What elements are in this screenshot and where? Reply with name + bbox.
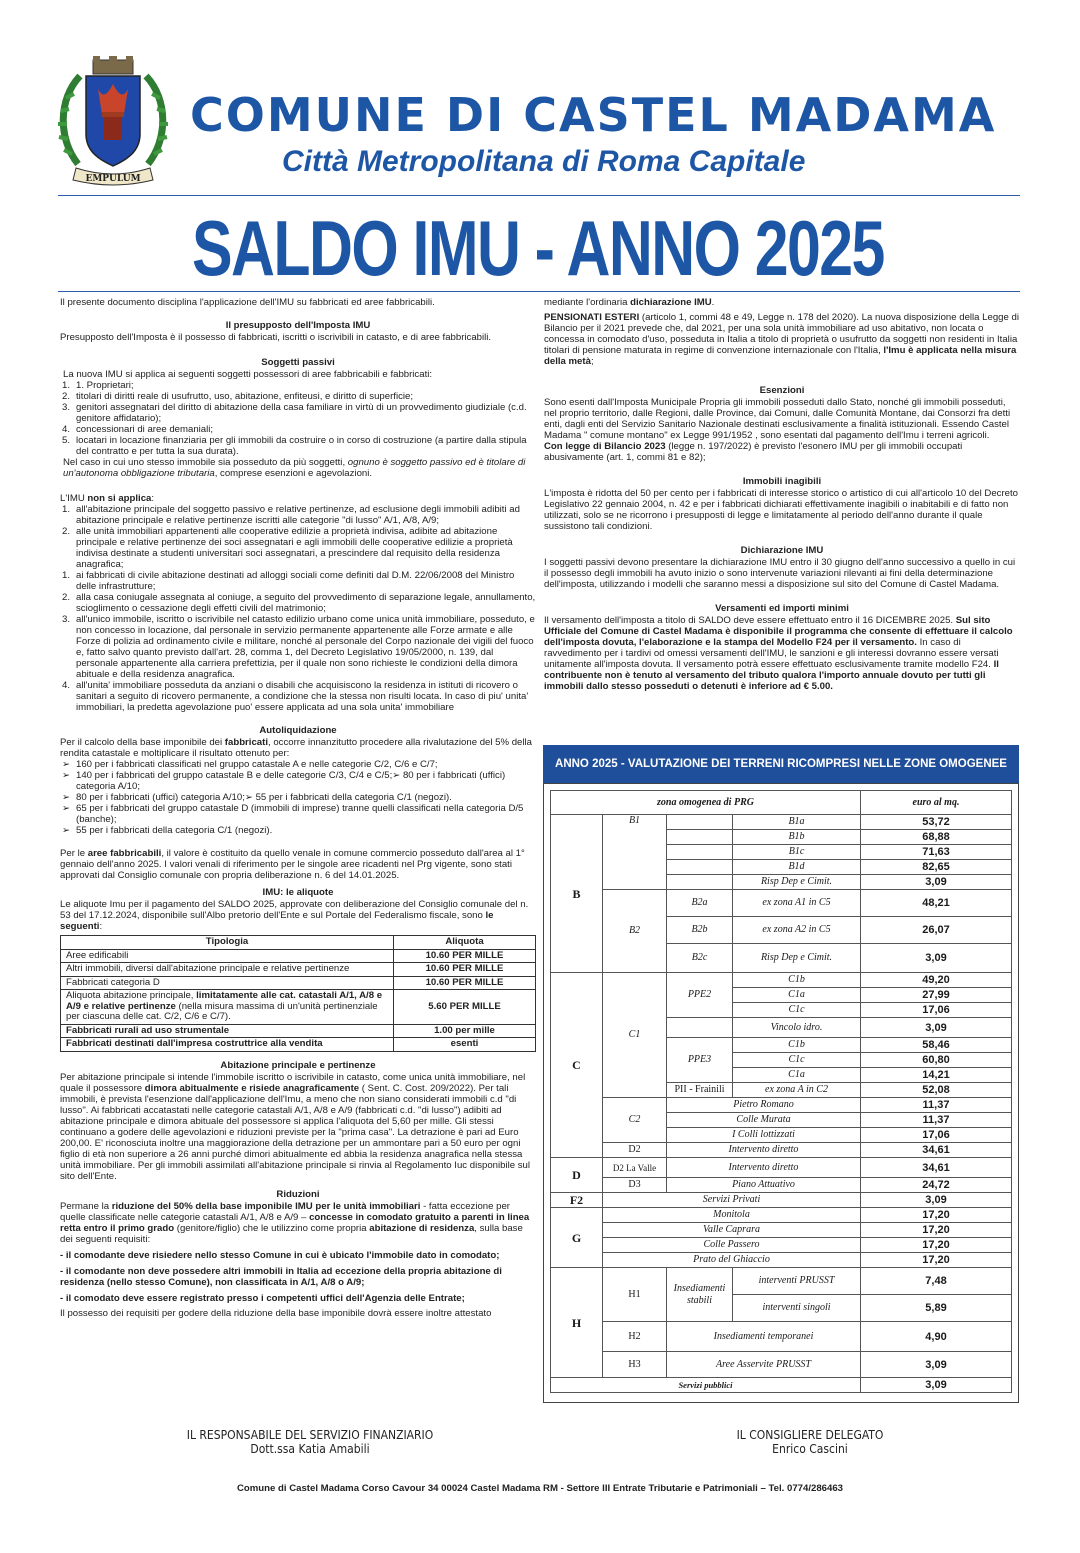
signature-left [180,1428,440,1456]
table-row: I Colli lottizzati 17,06 [551,1128,1012,1143]
section-text: La nuova IMU si applica ai seguenti soggetti possessori di aree fabbricabili e fabbricati: [63,369,433,380]
section-text: Per le aree fabbricabili, il valore è costituito da quello venale in comune commercio posseduto dall'area al 1° gennaio dell'anno 2025. I valori venali di riferimento per le singole aree ricadenti nel Prg vigente, sono stati approvati dal Consiglio comunale con propria deliberazione n. 6 del 14.01.2025. [60,848,525,881]
footer-address: Comune di Castel Madama Corso Cavour 34 00024 Castel Madama RM - Settore III Entrate Tributarie e Patrimoniali – Tel. 0774/286463 [236,1483,844,1494]
intro-text: Il presente documento disciplina l'applicazione dell'IMU su fabbricati ed aree fabbricabili. [60,297,435,308]
section-title: Dichiarazione IMU [740,545,824,556]
section-text: Il possesso dei requisiti per godere della riduzione della base imponibile dovrà essere inoltre attestato [60,1307,492,1319]
list-item: 2. alle unità immobiliari appartenenti alle cooperative edilizie a proprietà indivisa, adibite ad abitazione principale e relative pertinenze dei soci assegnatari e agli immobili delle cooperative edilizie a proprietà indivisa destinate a studenti universitari soci assegnatari, a prescindere dal requisito della residenza anagrafica; [62,526,513,570]
list-item: 1. ai fabbricati di civile abitazione destinati ad alloggi sociali come definiti dal D.M. 22/06/2008 del Ministro delle infrastrutture; [62,570,515,592]
crown-icon [93,56,133,74]
table-row: Valle Caprara 17,20 [551,1223,1012,1238]
table-row: D2 Intervento diretto 34,61 [551,1143,1012,1158]
right-column [544,297,1020,692]
terreni-table [550,790,1012,1393]
aliquote-table [60,935,536,1052]
table-row: interventi singoli 5,89 [551,1295,1012,1322]
section-title: Autoliquidazione [259,725,337,736]
table-row: Fabbricati rurali ad uso strumentale 1.00 per mille [61,1024,536,1038]
list-item: ➢ 80 per i fabbricati (uffici) categoria A/10;➢ 55 per i fabbricati della categoria C/1 (negozi). [62,792,452,803]
table-row: H H1 Insediamenti stabili interventi PRUSST 7,48 [551,1268,1012,1295]
section-title: IMU: le aliquote [262,887,334,898]
section-text: Con legge di Bilancio 2023 (legge n. 197/2022) è previsto l'esonero IMU per gli immobili occupati abusivamente (art. 1, commi 81 e 82); [544,441,963,463]
signature-right [720,1428,900,1456]
section-title: Immobili inagibili [742,476,822,487]
table-row: H3 Aree Asservite PRUSST 3,09 [551,1352,1012,1378]
table-row: C1a 27,99 [551,988,1012,1003]
list-item: 2. alla casa coniugale assegnata al coniuge, a seguito del provvedimento di separazione legale, annullamento, scioglimento o cessazione degli effetti civili del matrimonio; [62,592,536,614]
table-row: Prato del Ghiaccio 17,20 [551,1253,1012,1268]
table-header-row [551,791,1012,815]
section-title: Esenzioni [759,385,805,396]
list-item: 4. all'unita' immobiliare posseduta da anziani o disabili che acquisiscono la residenza in istituti di ricovero o sanitari a seguito di ricovero permanente, a condizione che la stessa non risulti locata. In caso di piu' unita' immobiliari, la predetta agevolazione puo' essere applicata ad una sola unita' immobiliare [62,680,529,713]
table-row: C1a 14,21 [551,1068,1012,1083]
section-title: Versamenti ed importi minimi [715,603,849,614]
table-row: Altri immobili, diversi dall'abitazione principale e relative pertinenze 10.60 PER MILLE [61,963,536,977]
list-item: 1. 1. Proprietari; [62,380,134,391]
table-row: PPE3 C1b 58,46 [551,1038,1012,1053]
table-row: B2c Risp Dep e Cimit. 3,09 [551,944,1012,973]
requirement: - il comodante deve risiedere nello stesso Comune in cui è ubicato l'immobile dato in comodato; [60,1249,500,1261]
signatory-role: IL CONSIGLIERE DELEGATO [736,1428,884,1442]
requirement: - il comodante non deve possedere altri immobili in Italia ad eccezione della propria abitazione di residenza (nello stesso Comune), non classificata in A/1, A/8 o A/9; [60,1265,502,1288]
table-row: Aree edificabili 10.60 PER MILLE [61,949,536,963]
table-row: PII - Frainili ex zona A in C2 52,08 [551,1083,1012,1098]
section-text: Nel caso in cui uno stesso immobile sia posseduto da più soggetti, ognuno è soggetto passivo ed è titolare di un'autonoma obbligazione tributaria, comprese esenzioni e agevolazioni. [63,457,526,479]
table-row: Aliquota abitazione principale, limitatamente alle cat. catastali A/1, A/8 e A/9 e relative pertinenze (nella misura massima di un'unità pertinenziale per ciascuna delle cat. C/2, C/6 e C/7). 5.60 PER MILLE [61,990,536,1025]
table-row: B1c 71,63 [551,845,1012,860]
table-row: Colle Passero 17,20 [551,1238,1012,1253]
section-text: Sono esenti dall'Imposta Municipale Propria gli immobili posseduti dallo Stato, nonché gli immobili posseduti, nel proprio territorio, dalle Regioni, dalle Province, dai Comuni, dalle Comunità Montane, dai Consorzi fra detti enti, dagli enti del Servizio Sanitario Nazionale destinati esclusivamente a finalità istituzionali. Essendo Castel Madama " comune montano" ex Legge 991/1952 , sono esentati dal pagamento dell'Imu i terreni agricoli. [544,397,1011,441]
section-text: I soggetti passivi devono presentare la dichiarazione IMU entro il 30 giugno dell'anno successivo a quello in cui il possesso degli immobili ha avuto inizio o sono intervenute variazioni rilevanti ai fini della determinazione dell'imposta, utilizzando i modelli che saranno messi a disposizione sul sito del Comune di Castel Madama. [544,557,1016,590]
list-item: 3. genitori assegnatari del diritto di abitazione della casa familiare in virtù di un provvedimento giudiziale (c.d. genitore affidatario); [62,402,527,424]
section-text: PENSIONATI ESTERI (articolo 1, commi 48 e 49, Legge n. 178 del 2020). La nuova disposizione della Legge di Bilancio per il 2021 prevede che, dal 2021, per una sola unità immobiliare ad uso abitativo, non locata o concessa in comodato d'uso, posseduta in Italia a titolo di proprietà o usufrutto da soggetti non residenti in Italia titolari di pensione maturata in regime di convenzione internazionale con l'Italia, l'Imu è applicata nella misura della metà; [544,312,1019,367]
list-item: 5. locatari in locazione finanziaria per gli immobili da costruire o in corso di costruzione (a partire dalla stipula del contratto e per tutta la sua durata). [62,435,527,457]
terreni-table-title: ANNO 2025 - VALUTAZIONE DEI TERRENI RICOMPRESI NELLE ZONE OMOGENEE [543,745,1019,783]
table-row: Vincolo idro. 3,09 [551,1018,1012,1038]
municipality-title: COMUNE DI CASTEL MADAMA [190,88,997,142]
table-row: H2 Insediamenti temporanei 4,90 [551,1322,1012,1352]
table-header: zona omogenea di PRG [551,791,861,815]
list-item: ➢ 55 per i fabbricati della categoria C/1 (negozi). [62,825,273,836]
table-row: B1b 68,88 [551,830,1012,845]
table-row: C2 Pietro Romano 11,37 [551,1098,1012,1113]
table-row: C C1 PPE2 C1b 49,20 [551,973,1012,988]
table-row: Fabbricati destinati dall'impresa costruttrice alla vendita esenti [61,1038,536,1052]
table-header: Aliquota [394,936,536,950]
list-item: 2. titolari di diritti reale di usufrutto, uso, abitazione, enfiteusi, e diritto di superficie; [62,391,414,402]
table-header-row [61,936,536,950]
section-title: Il presupposto dell'Imposta IMU [225,320,371,331]
section-text: mediante l'ordinaria dichiarazione IMU. [544,297,715,308]
table-header: Tipologia [61,936,394,950]
section-title: Abitazione principale e pertinenze [220,1059,376,1071]
section-title: Riduzioni [276,1188,320,1200]
coefficient-list [60,759,536,836]
list-item: 1. all'abitazione principale del soggetto passivo e relative pertinenze, ad esclusione degli immobili adibiti ad abitazione principale e relative pertinenze iscritti alle categorie "di lusso" A/1, A/8, A/9; [62,504,520,526]
table-row: Colle Murata 11,37 [551,1113,1012,1128]
list-item: ➢ 140 per i fabbricati del gruppo catastale B e delle categorie C/3, C/4 e C/5;➢ 80 per i fabbricati (uffici) categoria A/10; [62,770,506,792]
signatory-name: Enrico Cascini [772,1442,848,1456]
list-item: 4. concessionari di aree demaniali; [62,424,214,435]
ribbon-banner [73,168,153,185]
municipality-subtitle: Città Metropolitana di Roma Capitale [282,145,806,178]
municipal-emblem [58,54,168,186]
table-row: C1c 60,80 [551,1053,1012,1068]
table-row: D3 Piano Attuativo 24,72 [551,1178,1012,1193]
non-applica-list [60,504,536,713]
table-row: Risp Dep e Cimit. 3,09 [551,875,1012,890]
list-item: ➢ 160 per i fabbricati classificati nel gruppo catastale A e nelle categorie C/2, C/6 e C/7; [62,759,438,770]
table-row: B1d 82,65 [551,860,1012,875]
table-row: G Monitola 17,20 [551,1208,1012,1223]
soggetti-list [60,380,536,457]
page-title: SALDO IMU - ANNO 2025 [192,204,884,292]
section-text: Le aliquote Imu per il pagamento del SALDO 2025, approvate con deliberazione del Consiglio comunale del n. 53 del 17.12.2024, disponibile sull'Albo pretorio dell'Ente e sul Portale del Federalismo fiscale, sono le seguenti: [60,899,529,932]
table-row: D D2 La Valle Intervento diretto 34,61 [551,1158,1012,1178]
section-text: L'imposta è ridotta del 50 per cento per i fabbricati di interesse storico o artistico di cui all'articolo 10 del Decreto Legislativo 22 gennaio 2004, n. 42 e per i fabbricati dichiarati effettivamente inagibili o inabitabili e di fatto non utilizzati, solo se ne ricorrono i presupposti di legge e limitatamente al periodo dell'anno durante il quale sussistono tali condizioni. [544,488,1018,532]
table-row: B B1 B1a 53,72 [551,815,1012,830]
header-divider [58,195,1020,196]
table-row: F2 Servizi Privati 3,09 [551,1193,1012,1208]
section-text: Per abitazione principale si intende l'immobile iscritto o iscrivibile in catasto, come unica unità immobiliare, nel quale il possessore dimora abitualmente e risiede anagraficamente ( Sent. C. Cost. 209/2022). Per tali immobili, è prevista l'esenzione dall'applicazione dell'Imu, a meno che non siano considerati immobili c.d "di lusso". Ai fabbricati accatastati nelle categorie catastali A/1, A/8 e A/9 (fabbricati c.d. "di lusso") adibiti ad abitazione principale e dimora abituale del possessore si applica l'aliquota del 5,60 per mille. Gli stessi continuano a godere delle agevolazioni e riduzioni previste per la "prima casa". La detrazione è pari ad Euro 200,00. E' riconosciuta inoltre una maggiorazione della detrazione per un ammontare pari a 50 euro per ogni figlio di età non superiore a 26 anni purché dimori abitualmente ed abbia la residenza anagrafica nella stessa unità immobiliare. Per gli immobili assimilati all'abitazione principale si rinvia al Regolamento Iuc disponibile sul sito dell'Ente. [60,1071,531,1182]
table-row: B2b ex zona A2 in C5 26,07 [551,917,1012,944]
requirement: - il comodato deve essere registrato presso i competenti uffici dell'Agenzia delle Entrate; [60,1292,465,1304]
signatory-role: IL RESPONSABILE DEL SERVIZIO FINANZIARIO [186,1428,434,1442]
table-row: B2 B2a ex zona A1 in C5 48,21 [551,890,1012,917]
section-text: L'IMU non si applica: [60,493,155,504]
section-title: Soggetti passivi [261,357,335,368]
shield-icon [86,76,140,166]
svg-text:EMPULUM: EMPULUM [85,174,141,184]
section-text: Permane la riduzione del 50% della base imponibile IMU per le unità immobiliari - fatta eccezione per quelle classificate nelle categorie catastali A/1, A/8 e A/9 – concesse in comodato gratuito a parenti in linea retta entro il primo grado (genitore/figlio) che le utilizzino come propria abitazione di residenza, sulla base dei seguenti requisiti: [60,1200,530,1245]
table-header: euro al mq. [861,791,1012,815]
list-item: ➢ 65 per i fabbricati del gruppo catastale D (immobili di imprese) tranne quelli classificati nella categoria D/5 (banche); [62,803,524,825]
table-row: Servizi pubblici 3,09 [551,1378,1012,1393]
section-text: Per il calcolo della base imponibile dei fabbricati, occorre innanzitutto procedere alla rivalutazione del 5% della rendita catastale e moltiplicare il risultato ottenuto per: [60,737,532,759]
signatory-name: Dott.ssa Katia Amabili [250,1442,370,1456]
terreni-table-frame [543,783,1019,1403]
table-row: C1c 17,06 [551,1003,1012,1018]
title-divider [58,291,1020,292]
table-row: Fabbricati categoria D 10.60 PER MILLE [61,976,536,990]
section-text: Presupposto dell'Imposta è il possesso di fabbricati, iscritti o iscrivibili in catasto, e di aree fabbricabili. [60,332,492,343]
section-text: Il versamento dell'imposta a titolo di SALDO deve essere effettuato entro il 16 DICEMBRE 2025. Sul sito Ufficiale del Comune di Castel Madama è disponibile il programma che consente di effettuare il calcolo dell'imposta dovuta, l'elaborazione e la stampa del Modello F24 per il versamento. In caso di ravvedimento per i tardivi od omessi versamenti dell'IMU, le sanzioni e gli interessi dovranno essere versati unitamente all'imposta dovuta. Il versamento potrà essere effettuato esclusivamente tramite modello F24. Il contribuente non è tenuto al versamento del tributo qualora l'importo annuale dovuto per tutti gli immobili dallo stesso posseduti o detenuti è inferiore ad € 5.00. [544,615,1013,692]
left-column [60,297,536,1319]
list-item: 3. all'unico immobile, iscritto o iscrivibile nel catasto edilizio urbano come unica unità immobiliare, posseduto, e non concesso in locazione, dal personale in servizio permanente appartenente alle Forze armate e alle Forze di polizia ad ordinamento civile e militare, nonché al personale del Corpo nazionale dei vigili del fuoco e, fatto salvo quanto previsto dall'art. 28, comma 1, del Decreto Legislativo 19/05/2000, n. 139, dal personale appartenente alla carriera prefettizia, per il quale non sono richieste le condizioni della dimora abituale e della residenza anagrafica. [62,614,535,680]
